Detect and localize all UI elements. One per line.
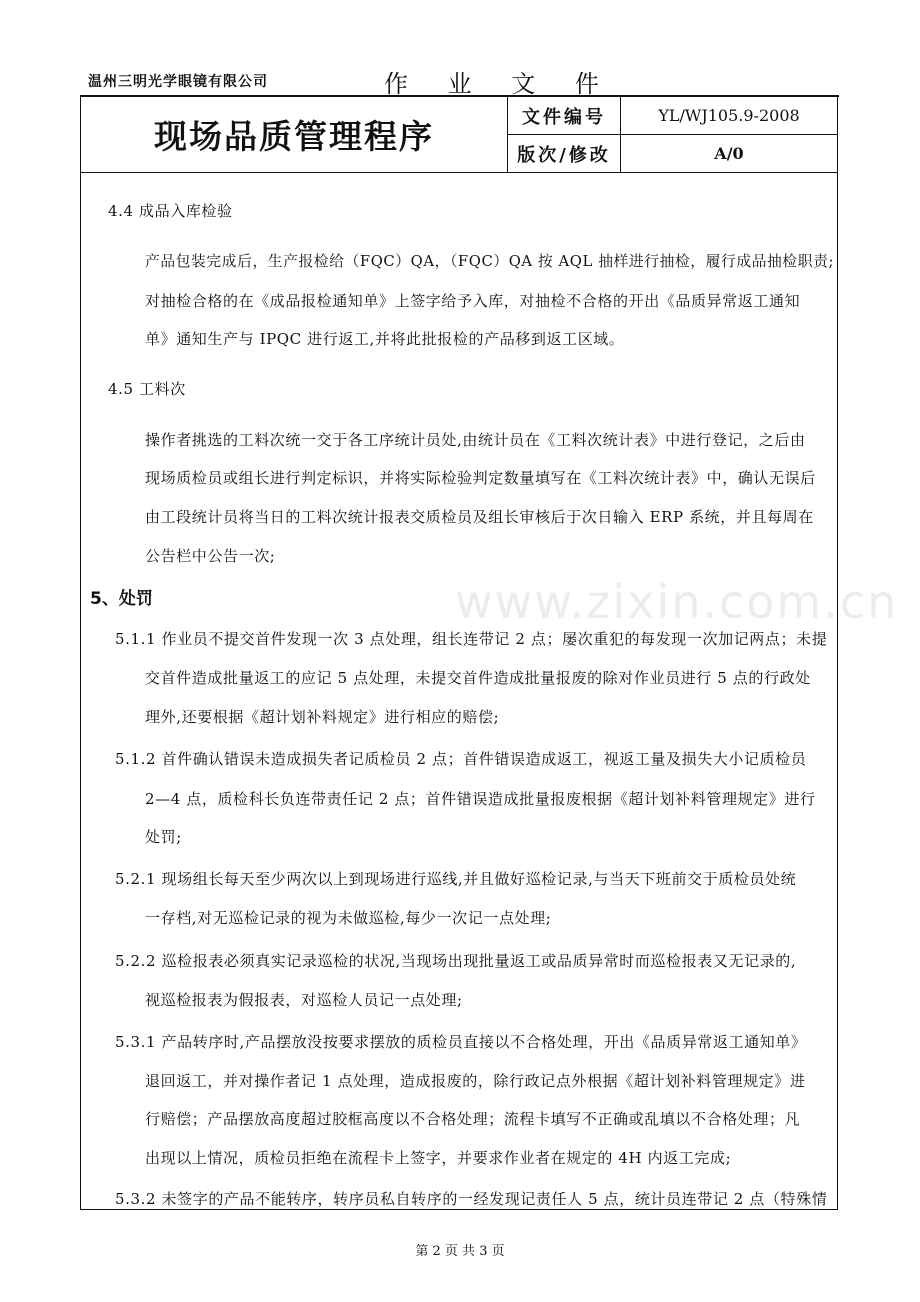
clause-5-3-2: 5.3.2 未签字的产品不能转序，转序员私自转序的一经发现记责任人 5 点，统计员连带记 2 点（特殊情 [115, 1190, 828, 1208]
clause-5-3-1: 5.3.1 产品转序时,产品摆放没按要求摆放的质检员直接以不合格处理，开出《品质异常返工通知单》 [115, 1033, 807, 1051]
version-value: A/0 [621, 135, 838, 173]
section-4-4-line: 产品包装完成后，生产报检给（FQC）QA，（FQC）QA 按 AQL 抽样进行抽检，履行成品抽检职责; [145, 253, 835, 270]
document-type: 作 业 文 件 [384, 70, 615, 98]
section-4-5-line: 操作者挑选的工料次统一交于各工序统计员处,由统计员在《工料次统计表》中进行登记，之后由 [145, 431, 806, 449]
page-number: 第 2 页 共 3 页 [415, 1244, 505, 1259]
clause-5-3-1: 行赔偿；产品摆放高度超过胶框高度以不合格处理；流程卡填写不正确或乱填以不合格处理；凡 [145, 1110, 801, 1128]
clause-5-3-1: 退回返工，并对操作者记 1 点处理，造成报废的，除行政记点外根据《超计划补料管理规定》进 [145, 1072, 806, 1090]
version-label: 版次/修改 [508, 135, 621, 173]
clause-5-2-2: 5.2.2 巡检报表必须真实记录巡检的状况,当现场出现批量返工或品质异常时而巡检报表又无记录的, [115, 952, 797, 970]
clause-5-1-1: 5.1.1 作业员不提交首件发现一次 3 点处理，组长连带记 2 点；屡次重犯的每发现一次加记两点；未提 [115, 630, 828, 648]
clause-5-1-2: 2—4 点，质检科长负连带责任记 2 点；首件错误造成批量报废根据《超计划补料管理规定》进行 [145, 790, 816, 808]
section-4-5-line: 由工段统计员将当日的工料次统计报表交质检员及组长审核后于次日输入 ERP 系统，并且每周在 [145, 508, 814, 526]
clause-5-1-1: 理外,还要根据《超计划补料规定》进行相应的赔偿; [145, 708, 500, 726]
section-5-title: 5、处罚 [90, 589, 153, 609]
clause-5-1-1: 交首件造成批量返工的应记 5 点处理，未提交首件造成批量报废的除对作业员进行 5 点的行政处 [145, 669, 811, 687]
watermark: www.zixin.com.cn [455, 575, 899, 629]
company-name: 温州三明光学眼镜有限公司 [88, 74, 268, 90]
clause-5-1-2: 5.1.2 首件确认错误未造成损失者记质检员 2 点；首件错误造成返工，视返工量及损失大小记质检员 [115, 750, 807, 768]
section-4-4-line: 单》通知生产与 IPQC 进行返工,并将此批报检的产品移到返工区域。 [145, 330, 625, 348]
clause-5-2-2: 视巡检报表为假报表，对巡检人员记一点处理; [145, 991, 463, 1009]
clause-5-2-1: 一存档,对无巡检记录的视为未做巡检,每少一次记一点处理; [145, 909, 552, 927]
section-4-5-line: 现场质检员或组长进行判定标识，并将实际检验判定数量填写在《工料次统计表》中，确认无误后 [145, 469, 816, 487]
section-4-4-title: 4.4 成品入库检验 [108, 202, 233, 220]
section-4-5-title: 4.5 工料次 [108, 380, 186, 398]
doc-number-value: YL/WJ105.9-2008 [621, 97, 838, 135]
doc-number-label: 文件编号 [508, 97, 621, 135]
clause-5-2-1: 5.2.1 现场组长每天至少两次以上到现场进行巡线,并且做好巡检记录,与当天下班前交于质检员处统 [115, 870, 797, 888]
clause-5-3-1: 出现以上情况，质检员拒绝在流程卡上签字，并要求作业者在规定的 4H 内返工完成; [145, 1149, 732, 1167]
section-4-4-line: 对抽检合格的在《成品报检通知单》上签字给予入库，对抽检不合格的开出《品质异常返工通知 [145, 292, 801, 310]
section-4-5-line: 公告栏中公告一次; [145, 547, 276, 565]
clause-5-1-2: 处罚; [145, 828, 182, 846]
document-title: 现场品质管理程序 [81, 97, 508, 173]
